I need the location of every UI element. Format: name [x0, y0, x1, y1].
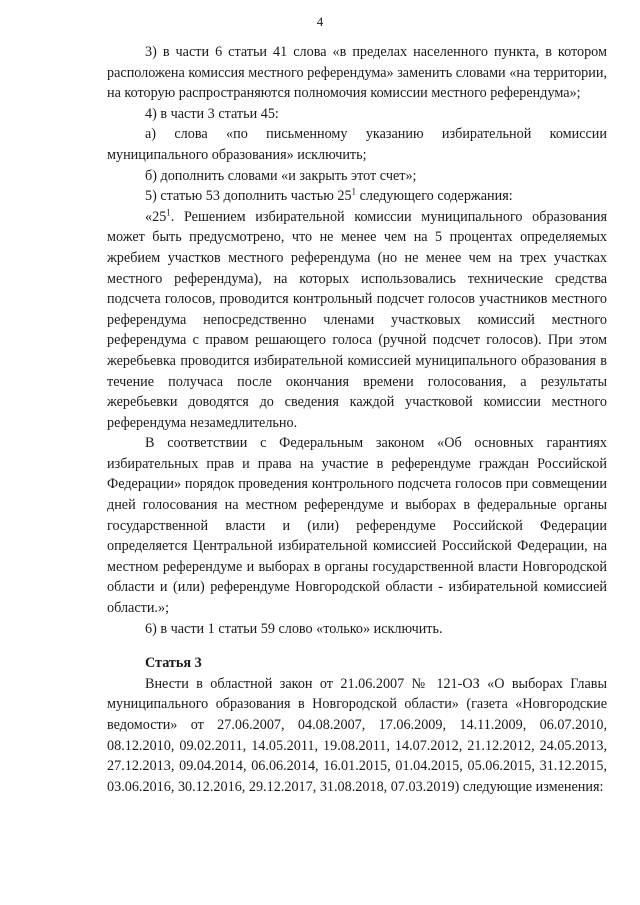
paragraph-item-4: 4) в части 3 статьи 45: [145, 105, 279, 122]
page-number: 4 [316, 14, 324, 29]
paragraph-item-5-text: 5) статью 53 дополнить частью 25 [145, 188, 352, 205]
superscript: 1 [351, 186, 357, 197]
paragraph-item-5-tail: следующего содержания: [356, 188, 513, 205]
paragraph-federal-law: В соответствии с Федеральным законом «Об основных гарантиях избирательных прав и права на участие в референдуме граждан Российской Федерации» порядок проведения контрольного подсчета голосов при совмещении дней голосования на местном референдуме и выборах в федеральные органы государственной власти и (или) референдуме Российской Федерации определяется Центральной избирательной комиссией Российской Федерации, на местном референдуме и выборах в органы государственной власти Новгородской области и (или) референдуме Новгородской области - избирательной комиссией области.»; [107, 435, 607, 617]
document-body [107, 42, 607, 797]
paragraph-subitem-a: а) слова «по письменному указанию избирательной комиссии муниципального образования» исключить; [107, 126, 607, 163]
paragraph-part-25-1 [107, 207, 607, 434]
paragraph-part-25-1-start: «25 [145, 208, 167, 225]
paragraph-part-25-1-text: . Решением избирательной комиссии муниципального образования может быть предусмотрено, что не менее чем на 5 процентах определяемых жребием участков местного референдума (но не менее чем на трех участках местного референдума), на которых использовались технические средства подсчета голосов, проводится контрольный подсчет голосов участников местного референдума непосредственно членами участковых комиссий местного референдума с правом решающего голоса (ручной подсчет голосов). При этом жеребьевка проводится избирательной комиссией муниципального образования в течение получаса после окончания времени голосования, а результаты жеребьевки доводятся до сведения каждой участковой комиссии местного референдума незамедлительно. [107, 208, 607, 431]
paragraph-item-3: 3) в части 6 статьи 41 слова «в пределах населенного пункта, в котором расположена комиссия местного референдума» заменить словами «на территории, на которую распространяются полномочия комиссии местного референдума»; [107, 44, 607, 102]
superscript: 1 [166, 207, 171, 218]
paragraph-item-6: 6) в части 1 статьи 59 слово «только» исключить. [145, 620, 443, 637]
paragraph-subitem-b: б) дополнить словами «и закрыть этот счет»; [145, 167, 417, 184]
paragraph-item-5 [107, 186, 607, 207]
paragraph-article-3-text: Внести в областной закон от 21.06.2007 № 121-ОЗ «О выборах Главы муниципального образования в Новгородской области» (газета «Новгородские ведомости» от 27.06.2007, 04.08.2007, 17.06.2009, 14.11.2009, 06.07.2010, 08.12.2010, 09.02.2011, 14.05.2011, 19.08.2011, 14.07.2012, 21.12.2012, 24.05.2013, 27.12.2013, 09.04.2014, 06.06.2014, 16.01.2015, 01.04.2015, 05.06.2015, 31.12.2015, 03.06.2016, 30.12.2016, 29.12.2017, 31.08.2018, 07.03.2019) следующие изменения: [107, 675, 607, 795]
article-heading: Статья 3 [145, 655, 202, 672]
